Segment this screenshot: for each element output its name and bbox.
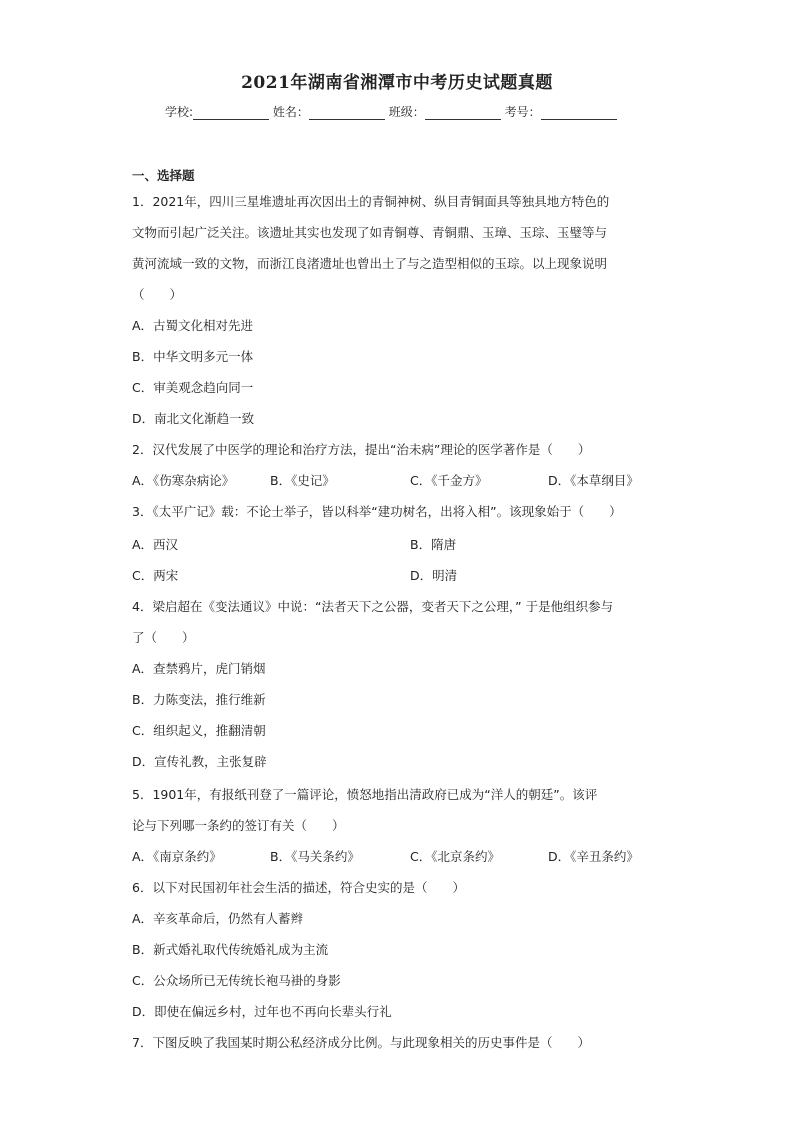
q2-option-d: D．《本草纲目》 <box>548 473 639 488</box>
q4-stem-line1: 4．梁启超在《变法通议》中说：“法者天下之公器，变者天下之公理，” 于是他组织参与 <box>132 599 614 614</box>
q3-option-b: B．隋唐 <box>410 537 457 552</box>
q3-option-a: A．西汉 <box>132 537 179 552</box>
q1-stem-line2: 文物而引起广泛关注。该遗址其实也发现了如青铜尊、青铜鼎、玉璋、玉琮、玉璧等与 <box>132 225 608 240</box>
q6-option-a: A．辛亥革命后，仍然有人蓄辫 <box>132 911 304 926</box>
q4-stem-line2: 了（ ） <box>132 630 195 645</box>
q1-option-a: A．古蜀文化相对先进 <box>132 318 254 333</box>
q1-stem-line4: （ ） <box>132 287 183 302</box>
q3-stem: 3．《太平广记》载：不论士举子，皆以科举“建功树名，出将入相”。该现象始于（ ） <box>132 504 622 519</box>
q2-stem: 2．汉代发展了中医学的理论和治疗方法，提出“治未病”理论的医学著作是（ ） <box>132 442 591 457</box>
q1-stem-line1: 1．2021年，四川三星堆遗址再次因出土的青铜神树、纵目青铜面具等独具地方特色的 <box>132 194 610 209</box>
q4-option-b: B．力陈变法，推行维新 <box>132 692 266 707</box>
name-blank[interactable] <box>309 105 385 120</box>
q2-option-b: B．《史记》 <box>270 473 335 488</box>
q5-option-c: C．《北京条约》 <box>410 849 500 864</box>
q1-stem-line3: 黄河流域一致的文物，而浙江良渚遗址也曾出土了与之造型相似的玉琮。以上现象说明 <box>132 256 608 271</box>
school-label: 学校: <box>165 105 194 119</box>
q6-option-b: B．新式婚礼取代传统婚礼成为主流 <box>132 942 329 957</box>
q4-option-c: C．组织起义，推翻清朝 <box>132 723 266 738</box>
section-heading: 一、选择题 <box>132 168 195 183</box>
q7-stem: 7．下图反映了我国某时期公私经济成分比例。与此现象相关的历史事件是（ ） <box>132 1035 590 1050</box>
q3-option-c: C．两宋 <box>132 568 179 583</box>
q6-option-d: D．即使在偏远乡村，过年也不再向长辈头行礼 <box>132 1004 392 1019</box>
q2-option-c: C．《千金方》 <box>410 473 488 488</box>
q1-option-c: C．审美观念趋向同一 <box>132 380 254 395</box>
exam-no-blank[interactable] <box>541 105 617 120</box>
q6-option-c: C．公众场所已无传统长袍马褂的身影 <box>132 973 341 988</box>
page-title: 2021年湖南省湘潭市中考历史试题真题 <box>241 73 553 93</box>
q5-stem-line2: 论与下列哪一条约的签订有关（ ） <box>132 818 345 833</box>
q5-option-b: B．《马关条约》 <box>270 849 360 864</box>
q6-stem: 6．以下对民国初年社会生活的描述，符合史实的是（ ） <box>132 880 465 895</box>
class-label: 班级： <box>388 105 425 119</box>
q2-option-a: A．《伤寒杂病论》 <box>132 473 235 488</box>
name-label: 姓名： <box>272 105 309 119</box>
school-blank[interactable] <box>193 105 269 120</box>
q5-option-d: D．《辛丑条约》 <box>548 849 639 864</box>
exam-no-label: 考号： <box>504 105 541 119</box>
q1-option-d: D．南北文化渐趋一致 <box>132 411 255 426</box>
q4-option-d: D．宣传礼教，主张复辟 <box>132 754 267 769</box>
q5-stem-line1: 5．1901年，有报纸刊登了一篇评论，愤怒地指出清政府已成为“洋人的朝廷”。该评 <box>132 787 598 802</box>
q5-option-a: A．《南京条约》 <box>132 849 222 864</box>
student-info-row <box>165 103 617 120</box>
q1-option-b: B．中华文明多元一体 <box>132 349 254 364</box>
class-blank[interactable] <box>425 105 501 120</box>
q3-option-d: D．明清 <box>410 568 458 583</box>
q4-option-a: A．查禁鸦片，虎门销烟 <box>132 661 266 676</box>
